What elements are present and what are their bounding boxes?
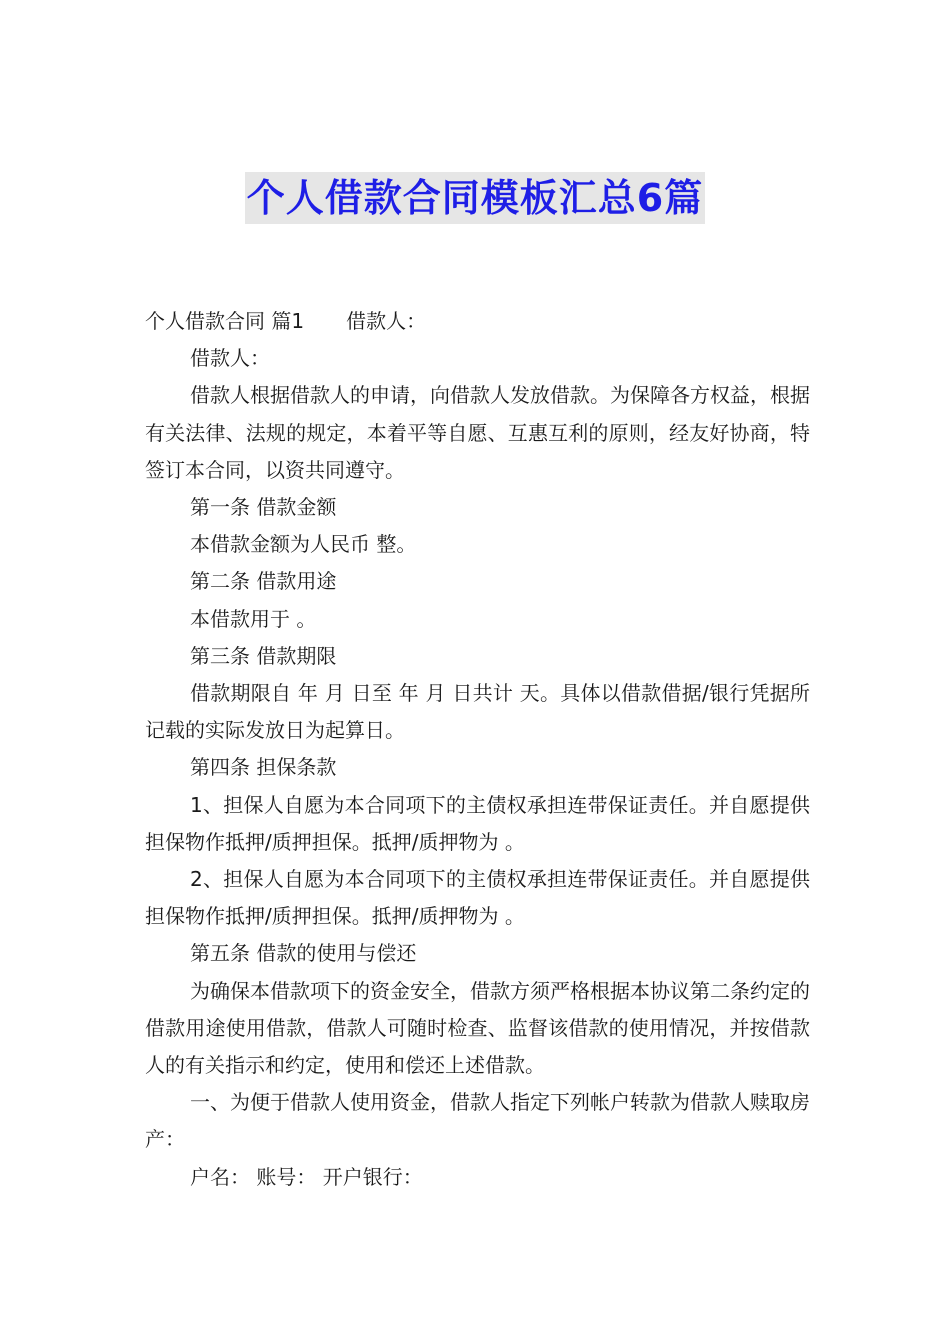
section-heading: 个人借款合同 篇1 xyxy=(145,309,305,333)
document-title: 个人借款合同模板汇总6篇 xyxy=(245,172,705,224)
paragraph: 借款人根据借款人的申请，向借款人发放借款。为保障各方权益，根据有关法律、法规的规定，本着平等自愿、互惠互利的原则，经友好协商，特签订本合同，以资共同遵守。 xyxy=(145,383,810,482)
article-heading: 第四条 担保条款 xyxy=(190,755,337,780)
lender-label: 借款人： xyxy=(346,309,427,333)
paragraph: 借款期限自 年 月 日至 年 月 日共计 天。具体以借款借据/银行凭据所记载的实际发放日为起算日。 xyxy=(145,681,810,743)
paragraph: 本借款金额为人民币 整。 xyxy=(190,532,417,557)
article-heading: 第二条 借款用途 xyxy=(190,569,337,594)
article-heading: 第五条 借款的使用与偿还 xyxy=(190,941,417,966)
paragraph: 2、担保人自愿为本合同项下的主债权承担连带保证责任。并自愿提供担保物作抵押/质押担保。抵押/质押物为 。 xyxy=(145,867,810,929)
article-heading: 第一条 借款金额 xyxy=(190,495,337,520)
paragraph: 借款人： xyxy=(190,346,270,371)
first-line xyxy=(145,303,810,340)
paragraph: 1、担保人自愿为本合同项下的主债权承担连带保证责任。并自愿提供担保物作抵押/质押担保。抵押/质押物为 。 xyxy=(145,792,810,854)
document-body xyxy=(145,303,810,1196)
title-wrap xyxy=(0,172,950,224)
paragraph: 本借款用于 。 xyxy=(190,606,317,631)
paragraph: 一、为便于借款人使用资金，借款人指定下列帐户转款为借款人赎取房产： xyxy=(145,1090,810,1152)
paragraph: 为确保本借款项下的资金安全，借款方须严格根据本协议第二条约定的借款用途使用借款，借款人可随时检查、监督该借款的使用情况，并按借款人的有关指示和约定，使用和偿还上述借款。 xyxy=(145,978,810,1078)
account-info-line: 户名： 账号： 开户银行： xyxy=(190,1164,423,1189)
article-heading: 第三条 借款期限 xyxy=(190,643,337,668)
